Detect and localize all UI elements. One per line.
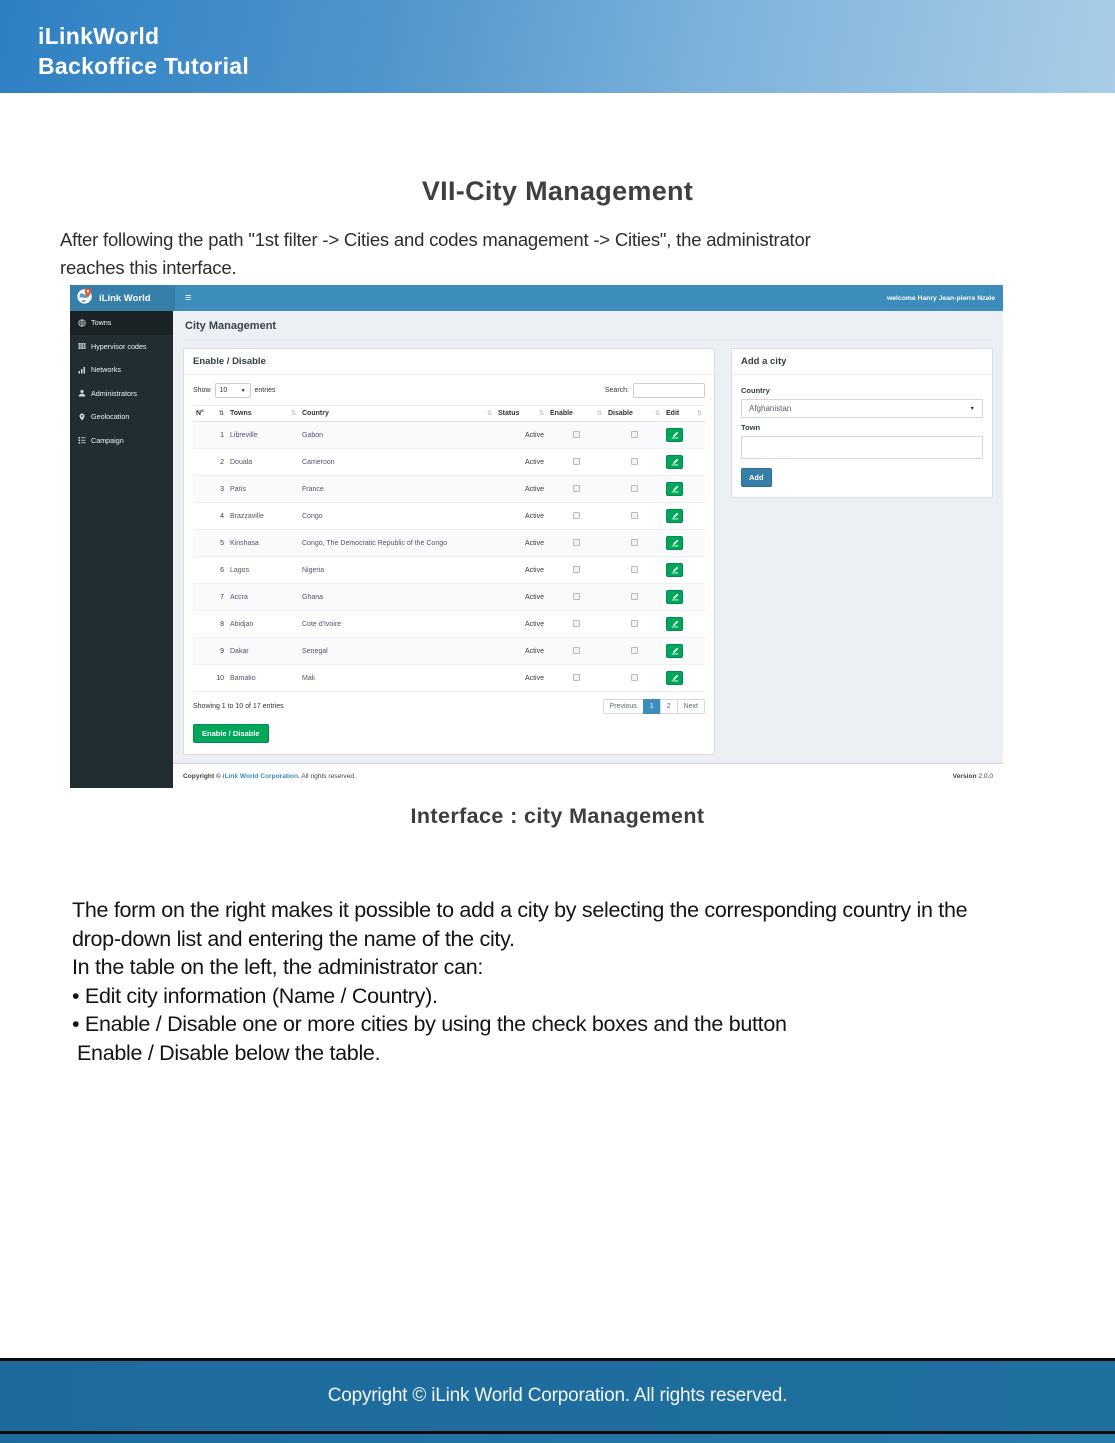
figure-caption: Interface : city Management (410, 804, 705, 828)
pagination-next[interactable]: Next (677, 699, 705, 714)
cell-edit (663, 422, 705, 449)
cell-edit (663, 611, 705, 638)
entries-select-value: 10 (219, 387, 228, 394)
cell-enable (547, 557, 605, 584)
edit-icon (671, 647, 679, 655)
cell-status: Active (495, 530, 547, 557)
cell-number: 7 (193, 584, 227, 611)
cell-number: 5 (193, 530, 227, 557)
cell-edit (663, 503, 705, 530)
town-input[interactable] (741, 436, 983, 459)
edit-icon (671, 539, 679, 547)
cell-town: Brazzaville (227, 503, 299, 530)
document-footer (0, 1358, 1115, 1443)
cell-disable (605, 638, 663, 665)
cell-disable (605, 476, 663, 503)
towns-table (193, 405, 705, 692)
edit-button[interactable] (666, 536, 683, 550)
table-row (193, 503, 705, 530)
cell-edit (663, 476, 705, 503)
cell-disable (605, 503, 663, 530)
enable-checkbox[interactable] (573, 431, 580, 438)
description-block (72, 896, 1072, 1068)
cell-enable (547, 530, 605, 557)
column-header-towns[interactable]: Towns ⇅ (227, 406, 299, 422)
app-topbar (70, 285, 1003, 311)
app-copyright: Copyright © iLink World Corporation. All rights reserved. (183, 772, 356, 780)
column-header-n[interactable]: N° ⇅ (193, 406, 227, 422)
enable-disable-button[interactable]: Enable / Disable (193, 724, 269, 743)
cell-disable (605, 422, 663, 449)
cell-country: Congo, The Democratic Republic of the Congo (299, 530, 495, 557)
sort-icon: ⇅ (290, 411, 296, 417)
cell-number: 3 (193, 476, 227, 503)
enable-disable-panel-title: Enable / Disable (184, 349, 714, 375)
table-row (193, 611, 705, 638)
town-label: Town (741, 423, 761, 432)
edit-icon (671, 431, 679, 439)
app-navbar (175, 285, 1003, 311)
description-line-6: Enable / Disable below the table. (77, 1040, 381, 1065)
column-header-status[interactable]: Status ⇅ (495, 406, 547, 422)
cell-number: 4 (193, 503, 227, 530)
footer-bottom-strip (0, 1434, 1115, 1443)
edit-button[interactable] (666, 509, 683, 523)
cell-status: Active (495, 476, 547, 503)
cell-number: 1 (193, 422, 227, 449)
edit-icon (671, 566, 679, 574)
map-marker-icon (78, 413, 86, 421)
column-header-enable[interactable]: Enable ⇅ (547, 406, 605, 422)
sidebar-item-label: Administrators (91, 388, 137, 398)
sidebar-item-administrators[interactable] (70, 382, 173, 406)
cell-town: Bamako (227, 665, 299, 692)
pagination-previous[interactable]: Previous (603, 699, 644, 714)
pagination-page-1[interactable]: 1 (643, 699, 661, 714)
app-brand-name: iLink World (99, 292, 151, 304)
cell-edit (663, 557, 705, 584)
cell-town: Kinshasa (227, 530, 299, 557)
tutorial-header-banner (0, 0, 1115, 93)
cell-edit (663, 449, 705, 476)
cell-country: Nigeria (299, 557, 495, 584)
enable-checkbox[interactable] (573, 458, 580, 465)
edit-icon (671, 620, 679, 628)
sidebar-toggle-hamburger-icon[interactable]: ≡ (185, 292, 192, 304)
enable-checkbox[interactable] (573, 674, 580, 681)
cell-country: France (299, 476, 495, 503)
table-row (193, 665, 705, 692)
signal-icon (78, 366, 86, 374)
user-icon (78, 389, 86, 397)
edit-button[interactable] (666, 455, 683, 469)
footer-copyright-text: Copyright © iLink World Corporation. All rights reserved. (327, 1385, 788, 1406)
cell-town: Douala (227, 449, 299, 476)
entries-label: entries (254, 387, 276, 394)
edit-icon (671, 674, 679, 682)
sort-icon: ⇅ (696, 411, 702, 417)
pagination-page-2[interactable]: 2 (660, 699, 678, 714)
cell-country: Congo (299, 503, 495, 530)
table-row (193, 557, 705, 584)
table-row (193, 638, 705, 665)
cell-disable (605, 449, 663, 476)
disable-checkbox[interactable] (631, 539, 638, 546)
sidebar-item-hypervisor-codes[interactable] (70, 335, 173, 359)
enable-checkbox[interactable] (573, 620, 580, 627)
disable-checkbox[interactable] (631, 593, 638, 600)
page-title: VII-City Management (421, 176, 694, 206)
cell-enable (547, 476, 605, 503)
description-line-1: The form on the right makes it possible to add a city by selecting the corresponding country in the (72, 898, 968, 922)
sidebar-item-label: Campaign (91, 435, 124, 445)
cell-status: Active (495, 503, 547, 530)
country-label: Country (741, 386, 770, 395)
search-input[interactable] (633, 383, 705, 398)
cell-town: Abidjan (227, 611, 299, 638)
intro-line-1: After following the path "1st filter -> Cities and codes management -> Cities", the administrator (60, 229, 811, 250)
pagination (604, 699, 705, 714)
column-header-country[interactable]: Country ⇅ (299, 406, 495, 422)
disable-checkbox[interactable] (631, 647, 638, 654)
disable-checkbox[interactable] (631, 512, 638, 519)
cell-edit (663, 638, 705, 665)
cell-status: Active (495, 611, 547, 638)
intro-paragraph (60, 226, 1070, 282)
enable-checkbox[interactable] (573, 539, 580, 546)
cell-number: 10 (193, 665, 227, 692)
cell-status: Active (495, 557, 547, 584)
cell-country: Senegal (299, 638, 495, 665)
sidebar-item-networks[interactable] (70, 358, 173, 382)
cell-enable (547, 422, 605, 449)
cell-number: 8 (193, 611, 227, 638)
add-button[interactable]: Add (741, 468, 772, 487)
brand-title: iLinkWorld (38, 23, 160, 49)
edit-icon (671, 458, 679, 466)
app-logo[interactable] (70, 285, 175, 311)
search-label: Search: (604, 387, 629, 394)
sidebar-item-label: Towns (91, 318, 112, 328)
edit-icon (671, 512, 679, 520)
sort-icon: ⇅ (486, 411, 492, 417)
cell-country: Mali (299, 665, 495, 692)
cell-number: 6 (193, 557, 227, 584)
cell-status: Active (495, 638, 547, 665)
cell-town: Accra (227, 584, 299, 611)
cell-status: Active (495, 665, 547, 692)
footer-bar (0, 1358, 1115, 1434)
edit-button[interactable] (666, 590, 683, 604)
enable-disable-panel (183, 348, 715, 755)
cell-status: Active (495, 449, 547, 476)
disable-checkbox[interactable] (631, 620, 638, 627)
enable-checkbox[interactable] (573, 512, 580, 519)
edit-button[interactable] (666, 428, 683, 442)
cell-disable (605, 665, 663, 692)
add-city-panel (731, 348, 993, 498)
country-select-value: Afghanistan (749, 404, 792, 413)
cell-town: Lagos (227, 557, 299, 584)
disable-checkbox[interactable] (631, 431, 638, 438)
disable-checkbox[interactable] (631, 458, 638, 465)
enable-checkbox[interactable] (573, 485, 580, 492)
sidebar-item-label: Hypervisor codes (91, 341, 147, 351)
chevron-down-icon: ▼ (969, 405, 975, 412)
edit-button[interactable] (666, 617, 683, 631)
cell-enable (547, 638, 605, 665)
disable-checkbox[interactable] (631, 566, 638, 573)
sidebar-item-campaign[interactable] (70, 429, 173, 453)
cell-status: Active (495, 584, 547, 611)
table-row (193, 584, 705, 611)
cell-number: 2 (193, 449, 227, 476)
cell-number: 9 (193, 638, 227, 665)
intro-line-2: reaches this interface. (60, 257, 237, 278)
cell-disable (605, 530, 663, 557)
content-page-title: City Management (183, 311, 993, 340)
table-row (193, 449, 705, 476)
cell-disable (605, 557, 663, 584)
enable-checkbox[interactable] (573, 647, 580, 654)
edit-button[interactable] (666, 482, 683, 496)
company-link[interactable]: iLink World Corporation. (222, 772, 300, 780)
column-header-edit[interactable]: Edit ⇅ (663, 406, 705, 422)
welcome-user-label[interactable]: welcome Hanry Jean-pierre Nzale (886, 294, 995, 302)
cell-country: Cameroon (299, 449, 495, 476)
sort-icon: ⇅ (538, 411, 544, 417)
table-row (193, 476, 705, 503)
app-version: Version 2.0.0 (952, 772, 993, 780)
brand-subtitle: Backoffice Tutorial (38, 53, 250, 79)
edit-icon (671, 593, 679, 601)
cell-town: Dakar (227, 638, 299, 665)
show-label: Show (193, 387, 211, 394)
cell-enable (547, 449, 605, 476)
entries-select[interactable] (215, 383, 251, 398)
cell-enable (547, 611, 605, 638)
cell-edit (663, 530, 705, 557)
cell-disable (605, 584, 663, 611)
edit-button[interactable] (666, 644, 683, 658)
edit-icon (671, 485, 679, 493)
table-row (193, 422, 705, 449)
enable-checkbox[interactable] (573, 566, 580, 573)
description-line-2: drop-down list and entering the name of the city. (72, 926, 515, 951)
cell-town: Paris (227, 476, 299, 503)
cell-country: Ghana (299, 584, 495, 611)
sort-icon: ⇅ (596, 411, 602, 417)
globe-pin-logo-icon (76, 287, 94, 310)
globe-icon (78, 319, 86, 327)
sidebar-item-label: Networks (91, 365, 121, 375)
cell-status: Active (495, 422, 547, 449)
description-line-5: • Enable / Disable one or more cities by using the check boxes and the button (72, 1012, 787, 1037)
list-icon (78, 436, 86, 444)
edit-button[interactable] (666, 563, 683, 577)
sort-icon: ⇅ (654, 411, 660, 417)
chevron-down-icon: ▼ (240, 387, 246, 394)
table-row (193, 530, 705, 557)
cell-town: Libreville (227, 422, 299, 449)
enable-checkbox[interactable] (573, 593, 580, 600)
disable-checkbox[interactable] (631, 485, 638, 492)
sidebar-item-geolocation[interactable] (70, 405, 173, 429)
table-icon (78, 342, 86, 350)
sort-icon: ⇅ (218, 411, 224, 417)
edit-button[interactable] (666, 671, 683, 685)
description-line-4: • Edit city information (Name / Country). (72, 983, 438, 1008)
country-select[interactable] (741, 399, 983, 418)
sidebar-item-towns[interactable] (70, 311, 173, 335)
cell-country: Gabon (299, 422, 495, 449)
cell-enable (547, 584, 605, 611)
cell-enable (547, 665, 605, 692)
cell-country: Cote d'Ivoire (299, 611, 495, 638)
disable-checkbox[interactable] (631, 674, 638, 681)
cell-edit (663, 584, 705, 611)
app-sidebar (70, 311, 173, 788)
cell-enable (547, 503, 605, 530)
cell-edit (663, 665, 705, 692)
sidebar-item-label: Geolocation (91, 412, 130, 422)
app-footer (173, 763, 1003, 788)
add-city-panel-title: Add a city (732, 349, 992, 375)
app-screenshot (70, 285, 1003, 788)
showing-entries-label: Showing 1 to 10 of 17 entries (193, 703, 284, 710)
column-header-disable[interactable]: Disable ⇅ (605, 406, 663, 422)
description-line-3: In the table on the left, the administrator can: (72, 955, 484, 980)
cell-disable (605, 611, 663, 638)
